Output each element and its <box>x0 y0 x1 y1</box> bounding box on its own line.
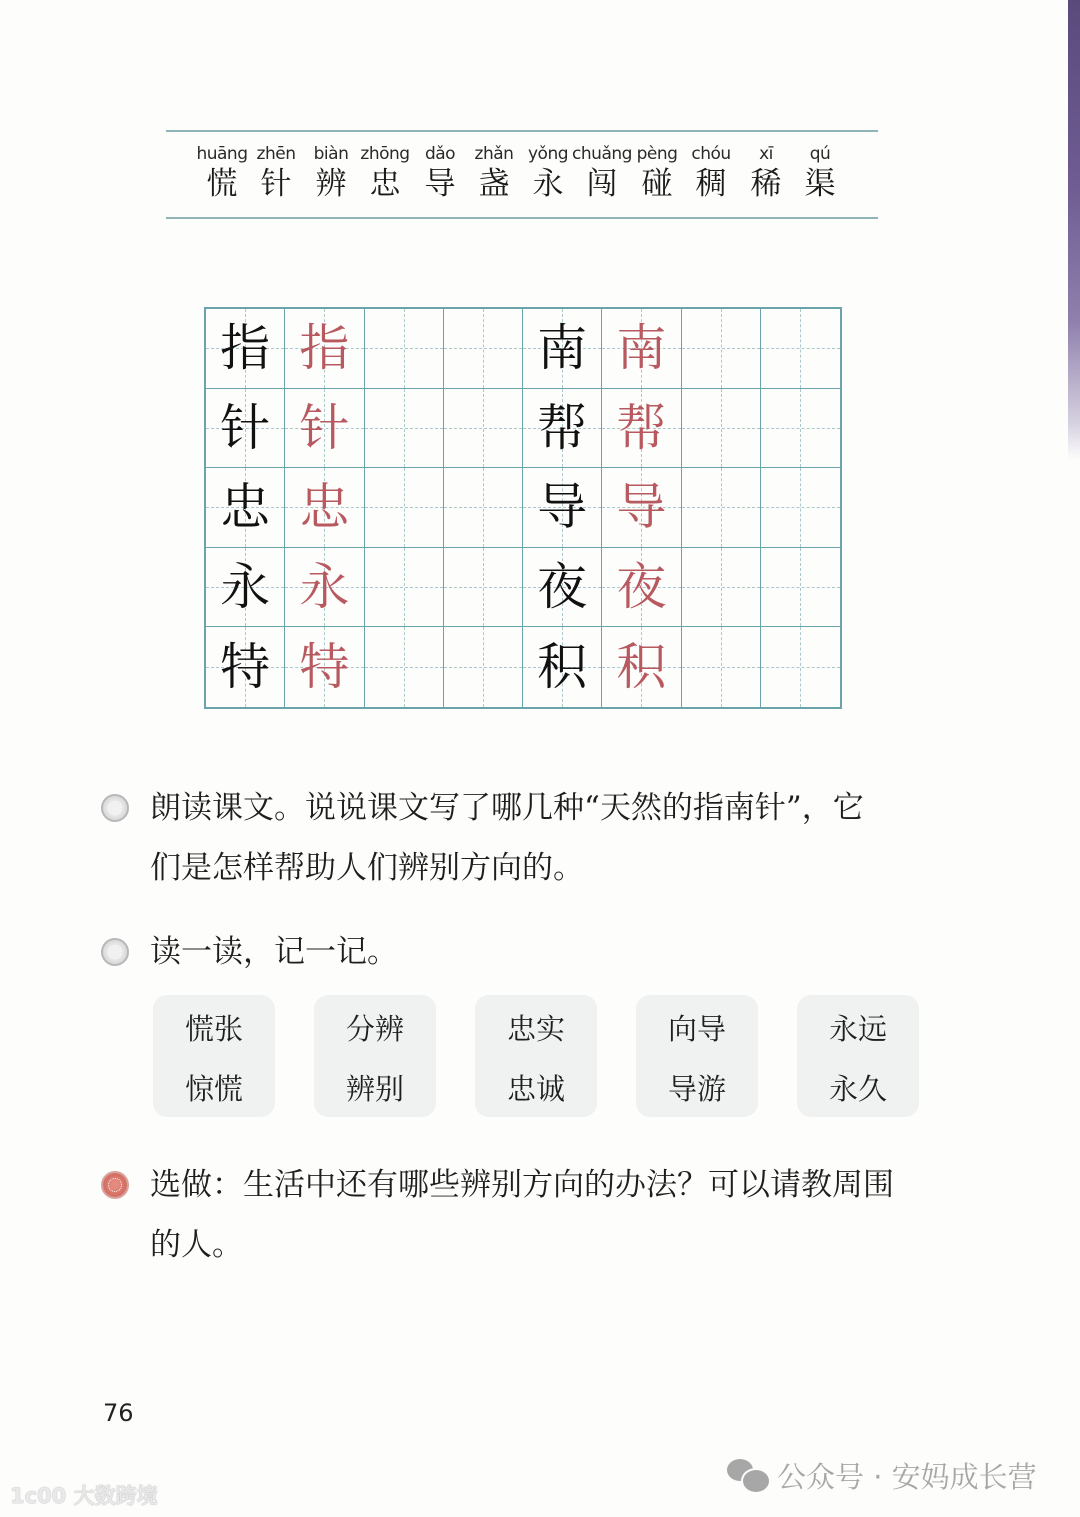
hanzi: 盏 <box>478 166 510 202</box>
pinyin: zhēn <box>256 144 296 164</box>
grid-cell <box>602 389 681 469</box>
grid-cell-empty <box>682 548 761 628</box>
trace-character: 针 <box>299 398 350 457</box>
trace-character: 忠 <box>299 478 350 537</box>
pinyin: zhǎn <box>474 144 514 164</box>
word-card <box>153 995 275 1117</box>
grid-cell-empty <box>682 627 761 707</box>
grid-cell <box>285 548 364 628</box>
trace-character: 指 <box>299 319 350 378</box>
new-character <box>355 143 415 203</box>
pinyin: zhōng <box>360 144 410 164</box>
word: 惊慌 <box>184 1072 243 1106</box>
word-card <box>475 995 597 1117</box>
wechat-icon <box>727 1459 769 1493</box>
task-optional <box>150 1155 950 1275</box>
model-character: 针 <box>220 398 271 457</box>
trace-character: 积 <box>616 638 667 697</box>
word-card <box>636 995 758 1117</box>
new-character <box>790 143 850 203</box>
hanzi: 永 <box>532 166 564 202</box>
grid-cell-empty <box>444 468 523 548</box>
new-character <box>301 143 361 203</box>
pinyin: dǎo <box>424 144 456 164</box>
task-line: 的人。 <box>150 1227 243 1263</box>
model-character: 积 <box>537 638 588 697</box>
word: 辨别 <box>345 1072 404 1106</box>
grid-cell-empty <box>761 309 840 389</box>
word: 慌张 <box>184 1012 243 1046</box>
new-character <box>572 143 632 203</box>
grid-cell <box>285 389 364 469</box>
pinyin: chóu <box>691 144 731 164</box>
word-card <box>797 995 919 1117</box>
pinyin: pèng <box>636 144 678 164</box>
strip-top-rule <box>166 130 878 132</box>
new-character <box>736 143 796 203</box>
pinyin: biàn <box>313 144 349 164</box>
grid-cell <box>206 468 285 548</box>
grid-cell <box>206 389 285 469</box>
grid-cell-empty <box>761 627 840 707</box>
word: 永远 <box>828 1012 887 1046</box>
new-character <box>681 143 741 203</box>
grid-cell-empty <box>682 468 761 548</box>
grid-cell-empty <box>444 389 523 469</box>
grid-cell-empty <box>365 627 444 707</box>
hanzi: 慌 <box>206 166 238 202</box>
model-character: 永 <box>220 558 271 617</box>
watermark-logo: 1c00 <box>10 1484 67 1508</box>
grid-cell <box>523 389 602 469</box>
trace-character: 特 <box>299 638 350 697</box>
grid-cell-empty <box>365 468 444 548</box>
word-card <box>314 995 436 1117</box>
grid-cell-empty <box>444 627 523 707</box>
watermark-left-text: 大数跨境 <box>73 1484 158 1508</box>
word: 向导 <box>667 1012 726 1046</box>
red-seal-icon <box>101 1171 129 1199</box>
pinyin: yǒng <box>527 144 569 164</box>
grid-cell-empty <box>761 468 840 548</box>
pinyin: chuǎng <box>572 144 632 164</box>
hanzi: 辨 <box>315 166 347 202</box>
grid-cell-empty <box>365 548 444 628</box>
model-character: 特 <box>220 638 271 697</box>
watermark-right-text: 公众号 · 安妈成长营 <box>777 1460 1037 1494</box>
book-page-edge <box>1068 0 1080 460</box>
trace-character: 导 <box>616 478 667 537</box>
grid-cell <box>602 309 681 389</box>
grid-cell-empty <box>365 309 444 389</box>
page-number: 76 <box>103 1399 134 1427</box>
hanzi: 稀 <box>750 166 782 202</box>
grid-cell <box>602 627 681 707</box>
grid-cell <box>206 548 285 628</box>
grid-cell <box>523 548 602 628</box>
grid-cell-empty <box>444 309 523 389</box>
character-writing-grid <box>204 307 842 709</box>
grid-cell <box>523 309 602 389</box>
new-character <box>246 143 306 203</box>
task-read-remember <box>150 922 950 982</box>
grid-cell <box>523 468 602 548</box>
trace-character: 南 <box>616 319 667 378</box>
gray-seal-icon <box>101 938 129 966</box>
grid-cell <box>285 627 364 707</box>
model-character: 南 <box>537 319 588 378</box>
word: 忠实 <box>506 1012 565 1046</box>
trace-character: 帮 <box>616 398 667 457</box>
grid-cell <box>285 309 364 389</box>
new-character <box>192 143 252 203</box>
gray-seal-icon <box>101 794 129 822</box>
grid-cell-empty <box>682 389 761 469</box>
trace-character: 夜 <box>616 558 667 617</box>
hanzi: 针 <box>260 166 292 202</box>
grid-cell <box>602 548 681 628</box>
grid-cell <box>523 627 602 707</box>
hanzi: 导 <box>424 166 456 202</box>
pinyin: qú <box>809 144 831 164</box>
hanzi: 稠 <box>695 166 727 202</box>
task-line: 选做：生活中还有哪些辨别方向的办法？可以请教周围 <box>150 1167 894 1203</box>
new-character <box>410 143 470 203</box>
grid-cell <box>206 309 285 389</box>
grid-cell-empty <box>761 389 840 469</box>
grid-cell-empty <box>682 309 761 389</box>
pinyin: xī <box>759 144 773 164</box>
model-character: 帮 <box>537 398 588 457</box>
new-character <box>518 143 578 203</box>
hanzi: 闯 <box>586 166 618 202</box>
hanzi: 忠 <box>369 166 401 202</box>
task-line: 们是怎样帮助人们辨别方向的。 <box>150 850 584 886</box>
strip-bottom-rule <box>166 217 878 219</box>
pinyin: huāng <box>196 144 248 164</box>
word: 导游 <box>667 1072 726 1106</box>
model-character: 指 <box>220 319 271 378</box>
grid-cell-empty <box>365 389 444 469</box>
model-character: 忠 <box>220 478 271 537</box>
grid-cell <box>206 627 285 707</box>
grid-cell <box>285 468 364 548</box>
hanzi: 渠 <box>804 166 836 202</box>
grid-cell-empty <box>444 548 523 628</box>
new-character <box>464 143 524 203</box>
hanzi: 碰 <box>641 166 673 202</box>
watermark-left <box>10 1480 158 1510</box>
model-character: 夜 <box>537 558 588 617</box>
trace-character: 永 <box>299 558 350 617</box>
model-character: 导 <box>537 478 588 537</box>
grid-cell <box>602 468 681 548</box>
new-character <box>627 143 687 203</box>
task-line: 读一读，记一记。 <box>150 934 398 970</box>
grid-cell-empty <box>761 548 840 628</box>
task-read-aloud <box>150 778 950 898</box>
task-line: 朗读课文。说说课文写了哪几种“天然的指南针”，它 <box>150 790 864 826</box>
word: 永久 <box>828 1072 887 1106</box>
word: 忠诚 <box>506 1072 565 1106</box>
word: 分辨 <box>345 1012 404 1046</box>
watermark-right <box>727 1455 1037 1496</box>
